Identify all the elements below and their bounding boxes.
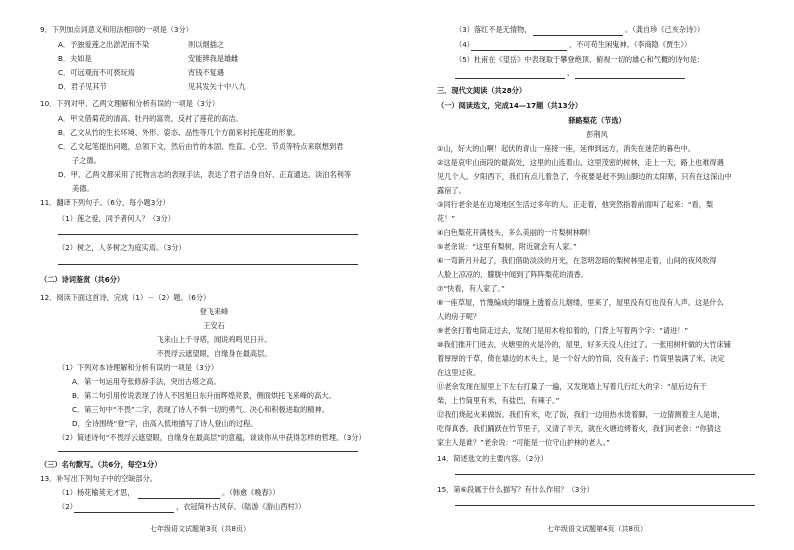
answer-line[interactable] bbox=[455, 474, 755, 475]
passage-line: 吃得真香。我们踊跃在竹节里子，又清了半天，就在火塘边烤着火，我们问老余：“你猜这 bbox=[437, 424, 722, 433]
exam-page-right bbox=[397, 0, 794, 550]
q10-stem: 10．下列对甲、乙两文理解和分析有误的一项是（3分） bbox=[40, 99, 220, 108]
passage-line: ⑥一弯新月升起了，我们借助淡淡的月光，在忽明忽暗的梨树林里走着，山间的夜风吹得 bbox=[437, 256, 717, 265]
answer-line[interactable] bbox=[58, 264, 358, 265]
q15-stem: 15．第⑥段属于什么描写？有什么作用？（3分） bbox=[437, 485, 594, 494]
passage-line: 在这里过夜。 bbox=[437, 368, 481, 377]
q9-option-d: D．君子见其节 bbox=[58, 82, 107, 91]
dictation-line-4-source: ，不可苟生闲鬼神。（李商隐《贾生》） bbox=[569, 40, 692, 49]
passage-line: ⑧一座草屋，竹篾编成的墙缝上透着点儿烟缕，里来了，屋里没有灯也没有人声。这是什么 bbox=[437, 298, 724, 307]
dictation-line-3-source: 。（龚自珍《己亥杂诗》） bbox=[625, 25, 705, 34]
q9-option-b-right: 安能辨我是雄雌 bbox=[188, 54, 239, 63]
q12-stem: 12．阅读下面这首诗，完成（1）－（2）题。（6分） bbox=[40, 293, 211, 302]
passage-line: ②这是哀牢山南段的最高处，这里的山连着山，这里茂密的树林，走上一天，路上也难得遇 bbox=[437, 158, 724, 167]
passage-line: ④白色梨花开满枝头，多么美丽的一片梨树林啊！ bbox=[437, 228, 595, 237]
dictation-line-5-end: ， bbox=[567, 68, 575, 77]
q11-sentence-2: （2）树之，人多树之为庭实焉。（3分） bbox=[58, 243, 186, 252]
dictation-line-4-prefix: （4） bbox=[455, 40, 474, 49]
passage-line: 人的房子呢？ bbox=[437, 312, 481, 321]
passage-line: 露宿了。 bbox=[437, 186, 466, 195]
q10-line: 美德。 bbox=[72, 184, 94, 193]
fill-in-blank[interactable] bbox=[471, 42, 567, 51]
q12-option-d: D．全诗围绕“登”字，由高入低地描写了诗人登山的过程。 bbox=[72, 419, 258, 428]
poem-title: 登飞来峰 bbox=[199, 307, 229, 316]
q13-stem: 13．补写出下列句子中的空缺部分。 bbox=[40, 474, 157, 483]
fill-in-blank[interactable] bbox=[533, 27, 623, 36]
q13-line-2-prefix: （2） bbox=[58, 502, 77, 511]
fill-in-blank[interactable] bbox=[74, 504, 174, 513]
dictation-line-5: （5）杜甫在《望岳》中表现取于攀登绝顶、俯视一切的雄心和气概的诗句是： bbox=[455, 55, 704, 64]
poem-line-2: 不畏浮云遮望眼，自缘身在最高层。 bbox=[156, 349, 272, 358]
fill-in-blank[interactable] bbox=[138, 490, 220, 499]
q10-line: A．甲文借菊花的清高、牡丹的富贵，反衬了莲花的高洁。 bbox=[58, 114, 243, 123]
q11-stem: 11．翻译下列句子。（6分，每小题3分） bbox=[40, 198, 170, 207]
passage-line: 家主人是谁？”老余说：“可能是一位守山护林的老人。” bbox=[437, 438, 610, 447]
answer-line[interactable] bbox=[58, 451, 358, 452]
fill-in-blank[interactable] bbox=[575, 70, 685, 79]
answer-line[interactable] bbox=[455, 505, 755, 506]
poem-line-1: 飞来山上千寻塔，闻说鸡鸣见日升。 bbox=[156, 335, 272, 344]
q13-line-1-prefix: （1）杨花榆荚无才思， bbox=[58, 488, 135, 497]
passage-line: ③同行老余是在边境地区生活过多年的人。正走着，他突然指着前面叫了起来：“看，梨 bbox=[437, 200, 714, 209]
passage-title: 驿路梨花（节选） bbox=[568, 116, 626, 125]
q9-option-d-right: 见其发矢十中八九 bbox=[188, 82, 246, 91]
reading-subsection-heading: （一）阅读选文，完成14—17题（共13分） bbox=[437, 101, 583, 110]
passage-line: ⑫我们烧起火来做饭。我们有米，吃了饭，我们一边用热水烫着脚，一边猜测着主人是谁， bbox=[437, 410, 725, 419]
fill-in-blank[interactable] bbox=[455, 70, 565, 79]
q13-line-1-source: 。（韩愈《晚春》） bbox=[222, 488, 280, 497]
q9-option-c-right: 宵钱不复遇 bbox=[188, 68, 224, 77]
passage-line: ⑨老余打着电筒走过去，发现门是用木栓扣着的，门背上写着两个字：“请进！” bbox=[437, 326, 689, 335]
q12-sub-1: （1）下列对本诗理解和分析有误的一项是（3分） bbox=[58, 363, 219, 372]
passage-line: 人脸上凉凉的，朦胧中闻到了阵阵梨花的清香。 bbox=[437, 270, 588, 279]
page-footer: 七年级语文试题第3页（共8页） bbox=[150, 525, 250, 533]
passage-line: ⑦“快看，有人家了。” bbox=[437, 284, 505, 293]
q11-sentence-1: （1）莲之爱，同予者何人？（3分） bbox=[58, 214, 175, 223]
q13-line-2-source: ，衣冠简朴古风存。（陆游《游山西村》） bbox=[176, 502, 306, 511]
passage-line: ⑤老余说：“这里有梨树，附近就会有人家。” bbox=[437, 242, 577, 251]
poem-author: 王安石 bbox=[203, 321, 225, 330]
answer-line[interactable] bbox=[58, 234, 358, 235]
q12-option-a: A．第一句运用夸张修辞手法，突出古塔之高。 bbox=[72, 377, 221, 386]
q12-option-b: B．第二句引用传说表现了诗人不因旭日东升而辉煌亮景，侧面烘托飞来峰的高大。 bbox=[72, 391, 336, 400]
q12-option-c: C．第三句中“不畏”二字，表现了诗人不惧一切的勇气、决心和积极进取的精神。 bbox=[72, 405, 329, 414]
q9-option-a-right: 则以烟插之 bbox=[188, 40, 224, 49]
q9-option-a: A．予独爱莲之出淤泥而不染 bbox=[58, 40, 150, 49]
q9-stem: 9．下列加点词意义和用法相同的一项是（3分） bbox=[40, 25, 193, 34]
dictation-line-3-prefix: （3）落红不是无情物， bbox=[455, 25, 532, 34]
passage-line: 柴，上竹筒里有米，有盐巴，有辣子。” bbox=[437, 396, 560, 405]
page-footer: 七年级语文试题第4页（共8页） bbox=[547, 525, 647, 533]
q10-line: B．乙文从竹的生长环境、外形、姿态、品性等几个方面来衬托莲花的形象。 bbox=[58, 128, 301, 137]
passage-author: 彭荆风 bbox=[586, 130, 608, 139]
q9-option-c: C．可远观而不可亵玩焉 bbox=[58, 68, 135, 77]
q12-sub-2: （2）简述诗句“不畏浮云遮望眼，自缘身在最高层”的意蕴，谈谈你从中获得怎样的哲理。（3分） bbox=[58, 433, 366, 442]
passage-line: ⑪老余发现在屋里上下左右打量了一遍，又发现墙上写着几行红大的字：“屋后边有干 bbox=[437, 382, 707, 391]
passage-line: 着厚厚的干草，倚在墙边的木头上，是一个好大的竹筒，没有盖子；竹筒里装满了米，决定 bbox=[437, 354, 725, 363]
q10-line: 子之德。 bbox=[72, 156, 101, 165]
poetry-section-heading: （二）诗词鉴赏（共6分） bbox=[40, 275, 125, 284]
passage-line: 见几个人。夕阳西下，我们有点儿着急了，今夜要是赶不到山脚边的太阳寨，只有在这深山中 bbox=[437, 172, 732, 181]
passage-line: 花！” bbox=[437, 214, 456, 223]
dictation-section-heading: （三）名句默写。（共6分，每空1分） bbox=[40, 460, 162, 469]
passage-line: ①山，好大的山啊！起伏的青山一座接一座，延伸到远方，消失在迷茫的暮色中。 bbox=[437, 144, 696, 153]
passage-line: ⑩我们推开门进去，火塘里的火是冷的，屋里，好多天没人住过了。一张用树杆做的大竹床铺 bbox=[437, 340, 731, 349]
q14-stem: 14．简述选文的主要内容。（2分） bbox=[437, 454, 548, 463]
q9-option-b: B．夫如是 bbox=[58, 54, 92, 63]
q10-line: C．乙文起笔提出问题，总领下文，然后由竹的本固、性直、心空、节贞等特点来联想到君 bbox=[58, 142, 344, 151]
q10-line: D．甲、乙两文都采用了托物言志的表现手法，表达了君子洁身自好、正直通达、淡泊名利等 bbox=[58, 170, 352, 179]
modern-reading-heading: 三．现代文阅读（共28分） bbox=[437, 86, 527, 95]
